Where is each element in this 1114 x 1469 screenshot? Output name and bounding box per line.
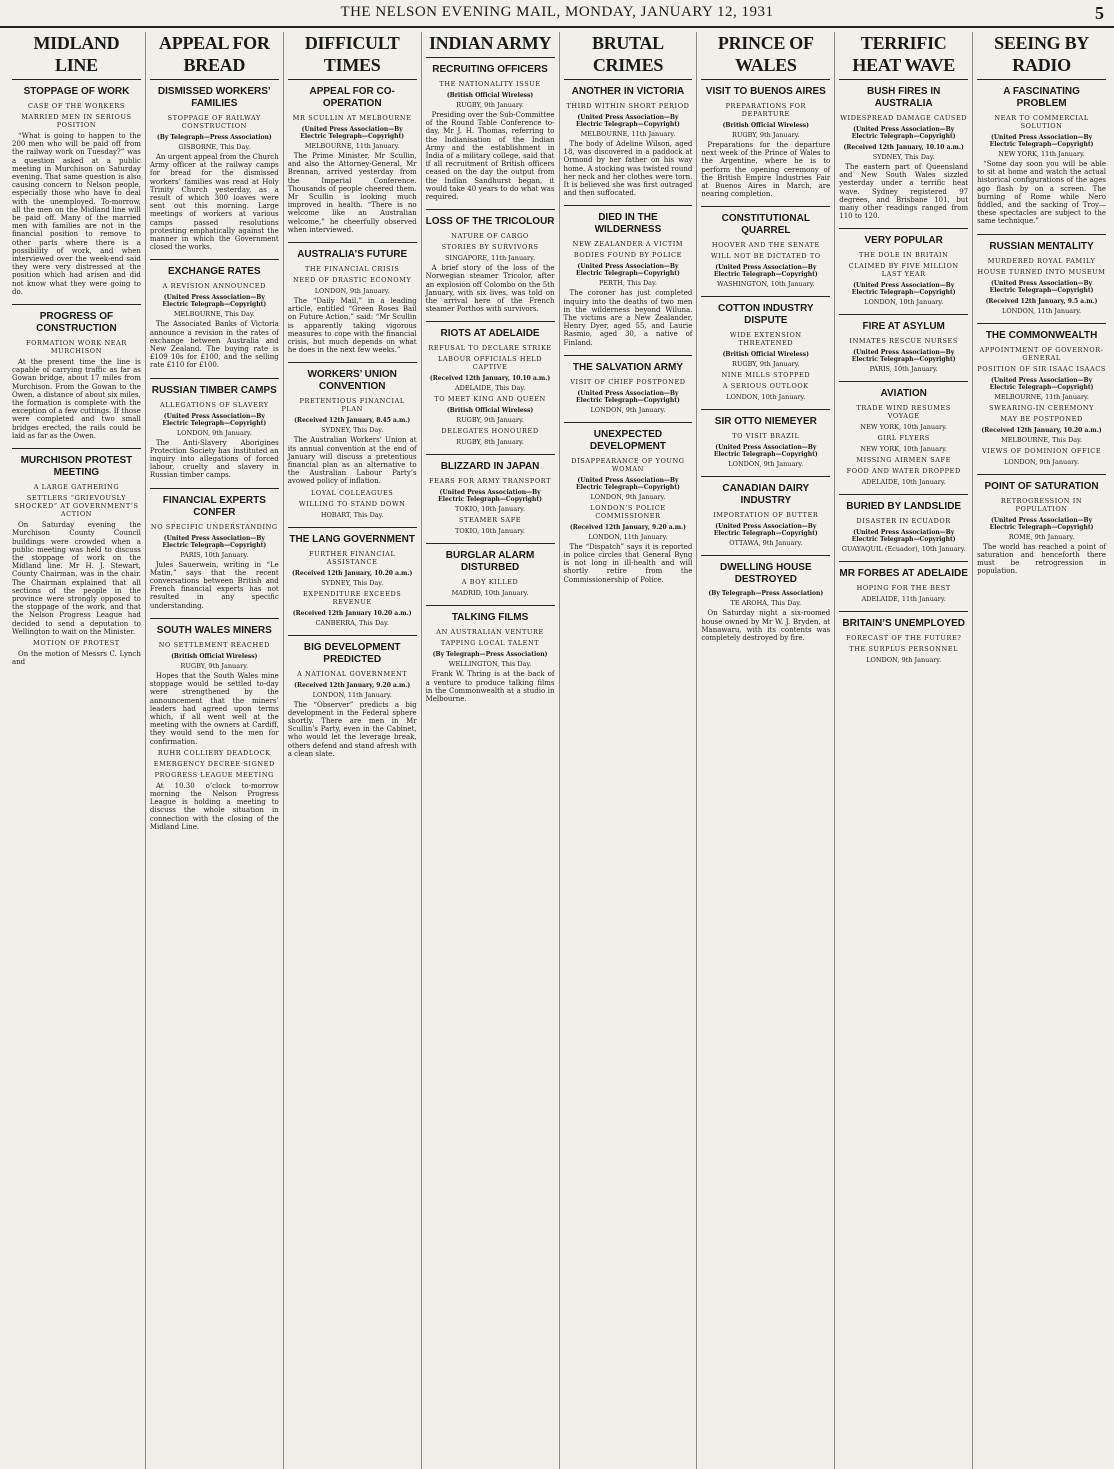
- dateline: MELBOURNE, This Day.: [173, 310, 255, 319]
- wire-credit: (Received 12th January, 9.20 a.m.): [294, 681, 411, 689]
- article-subheading: EMERGENCY DECREE SIGNED: [153, 759, 275, 768]
- dateline: RUGBY, 9th January.: [732, 131, 800, 139]
- column-3: [284, 32, 422, 1469]
- article-subheading: FURTHER FINANCIAL ASSISTANCE: [309, 549, 396, 566]
- article-subheading: STORIES BY SURVIVORS: [441, 243, 539, 252]
- section-divider: [288, 362, 417, 363]
- article-headline: RECRUITING OFFICERS: [432, 64, 548, 75]
- article-subheading: FORMATION WORK NEAR MURCHISON: [25, 339, 127, 356]
- article-headline: CANADIAN DAIRY INDUSTRY: [722, 483, 810, 507]
- article-subheading: STOPPAGE OF RAILWAY CONSTRUCTION: [167, 114, 261, 130]
- article-headline: WORKERS’ UNION CONVENTION: [307, 369, 397, 393]
- article-text: “Some day soon you will be able to sit at home and watch the actual historical configurations of the ages ago flash by on a screen. The burning of Rome while Nero fiddled, and the sacking of Troy—these spectacles are subject to the same technique.”: [977, 160, 1106, 226]
- article-headline: UNEXPECTED DEVELOPMENT: [589, 428, 666, 452]
- section-divider: [839, 611, 968, 612]
- dateline: TOKIO, 10th January.: [455, 527, 526, 536]
- wire-credit: (United Press Association—By Electric Telegraph—Copyright): [713, 523, 818, 538]
- dateline: OTTAWA, 9th January.: [729, 539, 803, 548]
- article-subheading: TRADE WIND RESUMES VOYAGE: [856, 404, 951, 421]
- article-subheading: APPOINTMENT OF GOVERNOR-GENERAL: [979, 345, 1104, 362]
- article-subheading: AN AUSTRALIAN VENTURE: [436, 628, 544, 637]
- wire-credit: (Received 12th January, 10.10 a.m.): [429, 375, 551, 383]
- article-subheading: CLAIMED BY FIVE MILLION LAST YEAR: [848, 262, 959, 279]
- section-divider: [701, 555, 830, 556]
- article-headline: VERY POPULAR: [864, 235, 943, 247]
- wire-credit: (British Official Wireless): [722, 122, 810, 129]
- article-subheading: LONDON’S POLICE COMMISSIONER: [590, 503, 666, 520]
- wire-credit: (United Press Association—By Electric Telegraph—Copyright): [438, 489, 542, 504]
- section-divider: [426, 543, 555, 544]
- wire-credit: (United Press Association—By Electric Telegraph—Copyright): [576, 476, 680, 491]
- article-body: [564, 543, 693, 584]
- wire-credit: (By Telegraph—Press Association): [156, 134, 272, 141]
- article-text: The coroner has just completed inquiry into the deaths of two men in the wilderness beyond Wiluna. The victims are a New Zealander, Henry Dyer, aged 55, and Laurie Rasmio, aged 30, a native of Finland.: [563, 289, 693, 347]
- article-text: On Saturday night a six-roomed house owned by Mr W. J. Bryden, at Manawaru, with its contents was completely destroyed by fire.: [701, 609, 831, 643]
- dateline: ADELAIDE, This Day.: [454, 384, 526, 393]
- article-subheading: LOYAL COLLEAGUES: [311, 488, 394, 497]
- section-divider: [701, 476, 830, 477]
- article-headline: RUSSIAN MENTALITY: [989, 240, 1094, 252]
- article-subheading: MR SCULLIN AT MELBOURNE: [292, 114, 412, 122]
- section-divider: [701, 409, 830, 410]
- dateline: RUGBY, 9th January.: [456, 101, 524, 109]
- column-headline: TERRIFIC HEAT WAVE: [839, 32, 968, 80]
- article-text: The Prime Minister, Mr Scullin, and also the Attorney-General, Mr Brennan, arrived yesterday from the Imperial Conference. Thousands of people cheered them. Mr Scullin is looking much improved in health. “There is no welcome like an Australian welcome,” he cheerfully observed when interviewed.: [287, 152, 417, 234]
- column-1: [8, 32, 146, 1469]
- column-8: [973, 32, 1110, 1469]
- article-subheading: FOOD AND WATER DROPPED: [846, 467, 961, 476]
- article-headline: TALKING FILMS: [451, 612, 529, 624]
- article-subheading: EXPENDITURE EXCEEDS REVENUE: [303, 589, 402, 606]
- section-divider: [150, 618, 279, 619]
- article-subheading: HOUSE TURNED INTO MUSEUM: [977, 267, 1106, 276]
- article-headline: BURIED BY LANDSLIDE: [846, 501, 962, 513]
- dateline: LONDON, 9th January.: [1004, 457, 1080, 466]
- article-subheading: DELEGATES HONOURED: [441, 427, 539, 436]
- dateline: LONDON, 10th January.: [726, 393, 806, 402]
- article-subheading: RETROGRESSION IN POPULATION: [1000, 496, 1083, 513]
- dateline: WASHINGTON, 10th January.: [717, 280, 815, 289]
- wire-credit: (United Press Association—By Electric Telegraph—Copyright): [162, 294, 267, 309]
- wire-credit: (United Press Association—By Electric Telegraph—Copyright): [576, 114, 680, 128]
- article-text: Frank W. Thring is at the back of a venture to produce talking films in the Commonwealth at a studio in Melbourne.: [425, 670, 555, 704]
- dateline: RUGBY, 9th January.: [732, 360, 800, 369]
- article-headline: THE LANG GOVERNMENT: [289, 533, 415, 545]
- article-subheading: NINE MILLS STOPPED: [721, 371, 811, 380]
- wire-credit: (Received 12th January, 10.10 a.m.): [843, 144, 964, 151]
- article-text: The “Observer” predicts a big development in the Federal sphere shortly. There are men in Mr Scullin’s Party, even in the Cabinet, who would let the leverage break, others defend and stand afresh with a clean slate.: [287, 700, 417, 758]
- article-subheading: THE SURPLUS PERSONNEL: [849, 645, 959, 654]
- article-body: [426, 111, 555, 201]
- article-text: On Saturday evening the Murchison County Council buildings were crowded when a public meeting was held to discuss the stoppage of work on the Midland line. Mr H. J. Stewart, County Chairman, was in the chair. The Chairman explained that all sections of the people in the province were strongly opposed to the stoppage of the work, and that the Nelson Progress League had decided to send a deputation to Wellington to wait on the Minister.: [12, 521, 141, 636]
- article-subheading: MURDERED ROYAL FAMILY: [987, 256, 1096, 265]
- article-body: [977, 543, 1106, 576]
- dateline: SYDNEY, This Day.: [872, 153, 935, 161]
- article-subheading: SWEARING-IN CEREMONY: [989, 403, 1094, 412]
- section-divider: [839, 314, 968, 315]
- article-headline: DWELLING HOUSE DESTROYED: [719, 562, 812, 586]
- section-divider: [977, 234, 1106, 235]
- article-text: Preparations for the departure next week of the Prince of Wales to the Argentine, where he is to perform the opening ceremony of the British Empire Industries Fair at Buenos Aires in March, are nearing completion.: [701, 141, 831, 199]
- article-subheading: WILL NOT BE DICTATED TO: [710, 252, 821, 261]
- article-body: [12, 650, 141, 666]
- article-subheading: POSITION OF SIR ISAAC ISAACS: [977, 364, 1106, 373]
- article-body: [150, 153, 279, 251]
- article-headline: LOSS OF THE TRICOLOUR: [425, 216, 555, 228]
- dateline: GUAYAQUIL (Ecuador), 10th January.: [841, 545, 966, 554]
- article-subheading: RUHR COLLIERY DEADLOCK: [157, 748, 271, 757]
- dateline: GISBORNE, This Day.: [178, 143, 251, 151]
- dateline: MELBOURNE, 11th January.: [994, 392, 1089, 401]
- article-body: [288, 297, 417, 354]
- article-headline: COTTON INDUSTRY DISPUTE: [718, 303, 814, 327]
- article-headline: EXCHANGE RATES: [168, 266, 261, 278]
- dateline: LONDON, 9th January.: [590, 492, 666, 501]
- column-7: [835, 32, 973, 1469]
- wire-credit: (United Press Association—By Electric Telegraph—Copyright): [851, 349, 956, 364]
- masthead: [0, 0, 1114, 28]
- column-headline: APPEAL FOR BREAD: [150, 32, 279, 80]
- article-headline: ANOTHER IN VICTORIA: [571, 86, 685, 97]
- article-subheading: NEED OF DRASTIC ECONOMY: [293, 276, 412, 285]
- dateline: MELBOURNE, 11th January.: [580, 130, 676, 138]
- article-subheading: STEAMER SAFE: [458, 516, 522, 525]
- dateline: LONDON, 10th January.: [864, 298, 944, 307]
- article-subheading: NEAR TO COMMERCIAL SOLUTION: [994, 114, 1089, 130]
- dateline: TE AROHA, This Day.: [730, 599, 802, 608]
- wire-credit: (United Press Association—By Electric Telegraph—Copyright): [989, 376, 1094, 391]
- article-body: [288, 152, 417, 234]
- article-body: [839, 163, 968, 220]
- wire-credit: (Received 12th January, 9.5 a.m.): [985, 297, 1098, 305]
- article-body: [150, 561, 279, 610]
- article-body: [426, 264, 555, 313]
- article-headline: BRITAIN’S UNEMPLOYED: [842, 618, 965, 630]
- column-4: [422, 32, 560, 1469]
- wire-credit: (United Press Association—By Electric Telegraph—Copyright): [713, 444, 818, 459]
- article-text: Jules Sauerwein, writing in “Le Matin,” says that the recent conversations between British and French financial experts has not resulted in any specific understanding.: [149, 560, 279, 610]
- article-subheading: WIDE EXTENSION THREATENED: [729, 331, 802, 348]
- article-text: The body of Adeline Wilson, aged 18, was discovered in a paddock at Ormond by her father on his way home. A stocking was twisted round her neck and her clothes were torn. It is believed she was first outraged and then suffocated.: [563, 140, 693, 198]
- dateline: NEW YORK, 10th January.: [860, 445, 947, 454]
- article-subheading: FEARS FOR ARMY TRANSPORT: [429, 477, 552, 486]
- column-headline: MIDLAND LINE: [12, 32, 141, 80]
- article-headline: POINT OF SATURATION: [984, 480, 1099, 492]
- article-subheading: BODIES FOUND BY POLICE: [573, 251, 682, 260]
- dateline: SYDNEY, This Day.: [321, 578, 384, 587]
- article-subheading: MOTION OF PROTEST: [33, 638, 120, 647]
- article-subheading: GIRL FLYERS: [877, 434, 930, 443]
- section-divider: [288, 527, 417, 528]
- article-subheading: NO SPECIFIC UNDERSTANDING: [150, 522, 278, 531]
- section-divider: [288, 242, 417, 243]
- page-number: 5: [1095, 3, 1104, 23]
- dateline: WELLINGTON, This Day.: [448, 660, 532, 669]
- dateline: CANBERRA, This Day.: [315, 618, 389, 627]
- article-headline: CONSTITUTIONAL QUARREL: [721, 213, 810, 237]
- article-headline: FIRE AT ASYLUM: [862, 321, 945, 333]
- article-headline: DISMISSED WORKERS’ FAMILIES: [157, 86, 271, 109]
- article-body: [701, 141, 830, 198]
- column-headline: INDIAN ARMY: [426, 32, 555, 58]
- article-subheading: DISAPPEARANCE OF YOUNG WOMAN: [571, 456, 685, 473]
- article-subheading: TO VISIT BRAZIL: [732, 432, 800, 441]
- article-text: At the present time the line is capable of carrying traffic as far as Gowan bridge, about 17 miles from Murchison. From the Gowan to the Owen, a distance of about six miles, the formation is complete with the exception of a few cuttings. If those were completed and two small bridges erected, the rails could be laid as far as the Owen.: [12, 358, 141, 440]
- dateline: RUGBY, 9th January.: [456, 416, 524, 425]
- article-headline: MURCHISON PROTEST MEETING: [20, 455, 133, 479]
- dateline: MELBOURNE, 11th January.: [304, 142, 400, 150]
- article-subheading: CASE OF THE WORKERS: [27, 102, 125, 110]
- dateline: NEW YORK, 11th January.: [998, 150, 1085, 158]
- section-divider: [839, 381, 968, 382]
- dateline: LONDON, 9th January.: [314, 287, 390, 296]
- article-subheading: NATURE OF CARGO: [451, 232, 529, 241]
- wire-credit: (United Press Association—By Electric Telegraph—Copyright): [851, 282, 956, 297]
- article-body: [564, 289, 693, 346]
- article-text: The “Dispatch” says it is reported in police circles that General Byng is not long in ill-health and will shortly retire from the Commissionership of Police.: [563, 542, 693, 584]
- article-headline: SOUTH WALES MINERS: [156, 624, 272, 636]
- dateline: RUGBY, 9th January.: [180, 661, 249, 670]
- article-headline: RUSSIAN TIMBER CAMPS: [151, 384, 277, 396]
- article-headline: AVIATION: [880, 388, 927, 400]
- dateline: LONDON, 9th January.: [728, 460, 804, 469]
- article-headline: VISIT TO BUENOS AIRES: [705, 86, 826, 97]
- dateline: LONDON, 11th January.: [1002, 306, 1082, 315]
- article-subheading: IMPORTATION OF BUTTER: [713, 511, 819, 520]
- dateline: SYDNEY, This Day.: [321, 426, 384, 435]
- section-divider: [288, 635, 417, 636]
- section-divider: [426, 321, 555, 322]
- article-body: [288, 701, 417, 758]
- article-body: [150, 320, 279, 369]
- article-headline: STOPPAGE OF WORK: [23, 86, 130, 97]
- dateline: SINGAPORE, 11th January.: [445, 254, 536, 263]
- wire-credit: (Received 12th January, 8.45 a.m.): [294, 417, 411, 425]
- article-subheading: NEW ZEALANDER A VICTIM: [572, 240, 684, 249]
- article-body: [426, 670, 555, 703]
- article-text: The “Daily Mail,” in a leading article, entitled “Green Roses Bail on Future Action,” said: “Mr Scullin is apparently taking vigorous measures to cope with the financial crisis, but much depends on what he does in the next few weeks.”: [287, 297, 417, 355]
- article-subheading: PROGRESS LEAGUE MEETING: [154, 770, 274, 779]
- article-subheading: MISSING AIRMEN SAFE: [856, 456, 951, 465]
- wire-credit: (United Press Association—By Electric Telegraph—Copyright): [300, 126, 405, 140]
- column-headline: BRUTAL CRIMES: [564, 32, 693, 80]
- dateline: LONDON, 9th January.: [866, 656, 942, 665]
- dateline: LONDON, 9th January.: [176, 428, 252, 437]
- section-divider: [564, 355, 693, 356]
- wire-credit: (United Press Association—By Electric Telegraph—Copyright): [851, 126, 956, 140]
- section-divider: [426, 209, 555, 210]
- article-subheading: SETTLERS “GRIEVOUSLY SHOCKED” AT GOVERNMENT’S ACTION: [14, 494, 139, 519]
- article-subheading: ALLEGATIONS OF SLAVERY: [159, 400, 269, 409]
- wire-credit: (United Press Association—By Electric Telegraph—Copyright): [851, 529, 956, 544]
- article-text: “What is going to happen to the 200 men who will be paid off from the railway work on Tuesday?” was a question asked at a public meeting in Murchison on Saturday evening. That same question is also causing concern to Nelson people, especially those who have to deal with the unemployed. To-morrow, all the men on the Midland line will be paid off. Many of the married men with families are not in the financial position to remove to other parts where there is a possibility of work, and when interviewed over the week-end said they were very distressed at the position which had arisen and did not know what they were going to do.: [12, 132, 141, 296]
- dateline: ROME, 9th January.: [1008, 532, 1075, 541]
- article-text: At 10.30 o’clock to-morrow morning the Nelson Progress League is holding a meeting to discuss the whole situation in connection with the closing of the Midland Line.: [149, 781, 279, 831]
- section-divider: [564, 422, 693, 423]
- article-subheading: TO MEET KING AND QUEEN: [434, 395, 546, 404]
- column-headline: SEEING BY RADIO: [977, 32, 1106, 80]
- section-divider: [977, 474, 1106, 475]
- wire-credit: (By Telegraph—Press Association): [708, 590, 824, 598]
- section-divider: [150, 488, 279, 489]
- column-2: [146, 32, 284, 1469]
- article-text: The eastern part of Queensland and New South Wales sizzled yesterday under a terrific heat wave. Sydney registered 97 degrees, and Brisbane 101, but many other readings ranged from 110 to 120.: [839, 163, 969, 221]
- article-subheading: WIDESPREAD DAMAGE CAUSED: [840, 114, 968, 122]
- article-subheading: INMATES RESCUE NURSES: [849, 337, 958, 346]
- article-subheading: DISASTER IN ECUADOR: [856, 517, 951, 526]
- article-headline: BUSH FIRES IN AUSTRALIA: [867, 86, 941, 109]
- wire-credit: (British Official Wireless): [171, 652, 258, 660]
- article-headline: APPEAL FOR CO-OPERATION: [309, 86, 395, 109]
- dateline: PARIS, 10th January.: [869, 365, 938, 374]
- article-body: [12, 358, 141, 440]
- article-subheading: LABOUR OFFICIALS HELD CAPTIVE: [437, 355, 543, 372]
- article-text: Presiding over the Sub-Committee of the Round Table Conference to-day, Mr J. H. Thomas, referring to the Indianisation of the Indian Army and the establishment in India of a military college, said that if all recruitment of British officers ceased on the day the output from the Indian Sandhurst began, it would take 40 years to do what was required.: [425, 111, 555, 202]
- dateline: PARIS, 10th January.: [180, 550, 249, 559]
- article-body: [150, 439, 279, 480]
- article-body: [288, 436, 417, 485]
- article-text: The Anti-Slavery Aborigines Protection Society has instituted an inquiry into allegations of forced labour, cruelty and slavery in Russian timber camps.: [149, 438, 279, 480]
- article-headline: PROGRESS OF CONSTRUCTION: [36, 311, 117, 335]
- article-subheading: HOOVER AND THE SENATE: [711, 241, 820, 250]
- article-subheading: THE DOLE IN BRITAIN: [859, 251, 949, 260]
- section-divider: [150, 378, 279, 379]
- article-text: On the motion of Messrs C. Lynch and: [12, 649, 141, 667]
- article-text: The Associated Banks of Victoria announce a revision in the rates of exchange between Australia and New Zealand. The buying rate is £109 10s for £100, and the selling rate £110 for £100.: [149, 320, 279, 370]
- article-headline: DIED IN THE WILDERNESS: [594, 212, 662, 236]
- wire-credit: (United Press Association—By Electric Telegraph—Copyright): [162, 534, 267, 549]
- section-divider: [977, 323, 1106, 324]
- dateline: LONDON, 9th January.: [590, 405, 666, 414]
- article-text: An urgent appeal from the Church Army officer at the railway camps for bread for the dismissed workers’ families was read at Holy Trinity Church yesterday, as a result of which 300 loaves were sent out this morning. Large meetings of workers at various camps passed resolutions protesting emphatically against the manner in which the Government closed the works.: [149, 153, 279, 252]
- article-headline: THE SALVATION ARMY: [572, 361, 684, 373]
- section-divider: [839, 561, 968, 562]
- column-headline: PRINCE OF WALES: [701, 32, 830, 80]
- wire-credit: (British Official Wireless): [446, 407, 534, 415]
- article-subheading: A LARGE GATHERING: [33, 483, 120, 492]
- article-subheading: A REVISION ANNOUNCED: [162, 282, 266, 291]
- section-divider: [12, 448, 141, 449]
- wire-credit: (British Official Wireless): [446, 92, 534, 99]
- article-subheading: MAY BE POSTPONED: [1000, 414, 1083, 423]
- dateline: TOKIO, 10th January.: [455, 505, 526, 514]
- article-subheading: PRETENTIOUS FINANCIAL PLAN: [299, 397, 405, 414]
- wire-credit: (Received 12th January, 10.20 a.m.): [981, 426, 1102, 434]
- dateline: MELBOURNE, This Day.: [1001, 435, 1082, 444]
- wire-credit: (Received 12th January, 10.20 a.m.): [292, 569, 413, 577]
- wire-credit: (Received 12th January 10.20 a.m.): [292, 609, 412, 617]
- dateline: LONDON, 11th January.: [312, 690, 392, 699]
- article-subheading: HOPING FOR THE BEST: [856, 584, 951, 593]
- article-headline: BLIZZARD IN JAPAN: [440, 461, 540, 473]
- article-body: [564, 140, 693, 197]
- dateline: HOBART, This Day.: [320, 510, 384, 519]
- section-divider: [839, 228, 968, 229]
- article-subheading: THIRD WITHIN SHORT PERIOD: [566, 102, 690, 110]
- article-text: A brief story of the loss of the Norwegian steamer Tricolor, after an explosion off Colombo on the 5th January, with six lives, was told on the arrival here of the French steamer Porthos with survivors.: [425, 264, 555, 314]
- wire-credit: (Received 12th January, 9.20 a.m.): [569, 523, 686, 531]
- wire-credit: (By Telegraph—Press Association): [432, 651, 548, 659]
- article-subheading: TAPPING LOCAL TALENT: [440, 639, 540, 648]
- article-subheading: VIEWS OF DOMINION OFFICE: [981, 446, 1102, 455]
- wire-credit: (United Press Association—By Electric Telegraph—Copyright): [989, 134, 1094, 148]
- article-headline: THE COMMONWEALTH: [985, 329, 1098, 341]
- article-headline: MR FORBES AT ADELAIDE: [839, 568, 968, 580]
- article-subheading: A SERIOUS OUTLOOK: [722, 382, 809, 391]
- article-body: [977, 160, 1106, 226]
- article-body: [150, 672, 279, 746]
- column-5: [560, 32, 698, 1469]
- article-headline: AUSTRALIA’S FUTURE: [297, 249, 408, 261]
- wire-credit: (United Press Association—By Electric Telegraph—Copyright): [713, 264, 818, 279]
- dateline: MADRID, 10th January.: [451, 589, 529, 598]
- dateline: PERTH, This Day.: [598, 279, 657, 288]
- wire-credit: (United Press Association—By Electric Telegraph—Copyright): [989, 516, 1094, 531]
- section-divider: [426, 454, 555, 455]
- section-divider: [12, 304, 141, 305]
- article-headline: A FASCINATING PROBLEM: [1003, 86, 1080, 109]
- section-divider: [839, 494, 968, 495]
- article-subheading: WILLING TO STAND DOWN: [298, 499, 406, 508]
- article-text: Hopes that the South Wales mine stoppage would be settled to-day were strengthened by the announcement that the miners’ leaders had agreed upon terms which, if all went well at the meeting with the owners at Cardiff, they would send to the men for confirmation.: [149, 671, 279, 746]
- article-subheading: THE NATIONALITY ISSUE: [439, 80, 541, 88]
- article-headline: SIR OTTO NIEMEYER: [714, 416, 817, 428]
- wire-credit: (United Press Association—By Electric Telegraph—Copyright): [989, 279, 1094, 294]
- article-subheading: A NATIONAL GOVERNMENT: [297, 669, 408, 678]
- article-subheading: VISIT OF CHIEF POSTPONED: [570, 377, 686, 386]
- article-subheading: A BOY KILLED: [461, 578, 519, 587]
- section-divider: [564, 205, 693, 206]
- article-subheading: MARRIED MEN IN SERIOUS POSITION: [21, 113, 132, 129]
- dateline: ADELAIDE, 10th January.: [861, 478, 946, 487]
- wire-credit: (United Press Association—By Electric Telegraph—Copyright): [576, 263, 680, 278]
- article-subheading: NO SETTLEMENT REACHED: [158, 640, 270, 649]
- section-divider: [426, 605, 555, 606]
- dateline: ADELAIDE, 11th January.: [861, 595, 946, 604]
- column-6: [697, 32, 835, 1469]
- columns: [8, 32, 1110, 1469]
- article-body: [701, 609, 830, 642]
- article-subheading: REFUSAL TO DECLARE STRIKE: [428, 344, 552, 353]
- article-body: [12, 521, 141, 636]
- dateline: RUGBY, 8th January.: [456, 438, 524, 447]
- article-body: [12, 132, 141, 296]
- article-body: [150, 782, 279, 831]
- masthead-title: THE NELSON EVENING MAIL, MONDAY, JANUARY 12, 1931: [340, 4, 774, 20]
- article-headline: BURGLAR ALARM DISTURBED: [445, 550, 535, 574]
- article-headline: RIOTS AT ADELAIDE: [440, 328, 540, 340]
- section-divider: [701, 296, 830, 297]
- article-subheading: FORECAST OF THE FUTURE?: [845, 634, 962, 643]
- section-divider: [701, 206, 830, 207]
- dateline: NEW YORK, 10th January.: [860, 423, 947, 432]
- article-text: The Australian Workers’ Union at its annual convention at the end of January will discuss a pretentious financial plan as an alternative to the Australian Labour Party’s avowed policy of inflation.: [287, 436, 417, 486]
- article-headline: BIG DEVELOPMENT PREDICTED: [303, 641, 401, 665]
- article-subheading: THE FINANCIAL CRISIS: [304, 265, 400, 274]
- article-text: The world has reached a point of saturation and henceforth there must be retrogression in population.: [977, 542, 1106, 576]
- article-subheading: PREPARATIONS FOR DEPARTURE: [725, 102, 807, 118]
- column-headline: DIFFICULT TIMES: [288, 32, 417, 80]
- section-divider: [150, 259, 279, 260]
- wire-credit: (United Press Association—By Electric Telegraph—Copyright): [162, 412, 267, 427]
- wire-credit: (United Press Association—By Electric Telegraph—Copyright): [576, 389, 680, 404]
- dateline: LONDON, 11th January.: [588, 532, 668, 541]
- wire-credit: (British Official Wireless): [722, 351, 810, 359]
- article-headline: FINANCIAL EXPERTS CONFER: [162, 494, 266, 518]
